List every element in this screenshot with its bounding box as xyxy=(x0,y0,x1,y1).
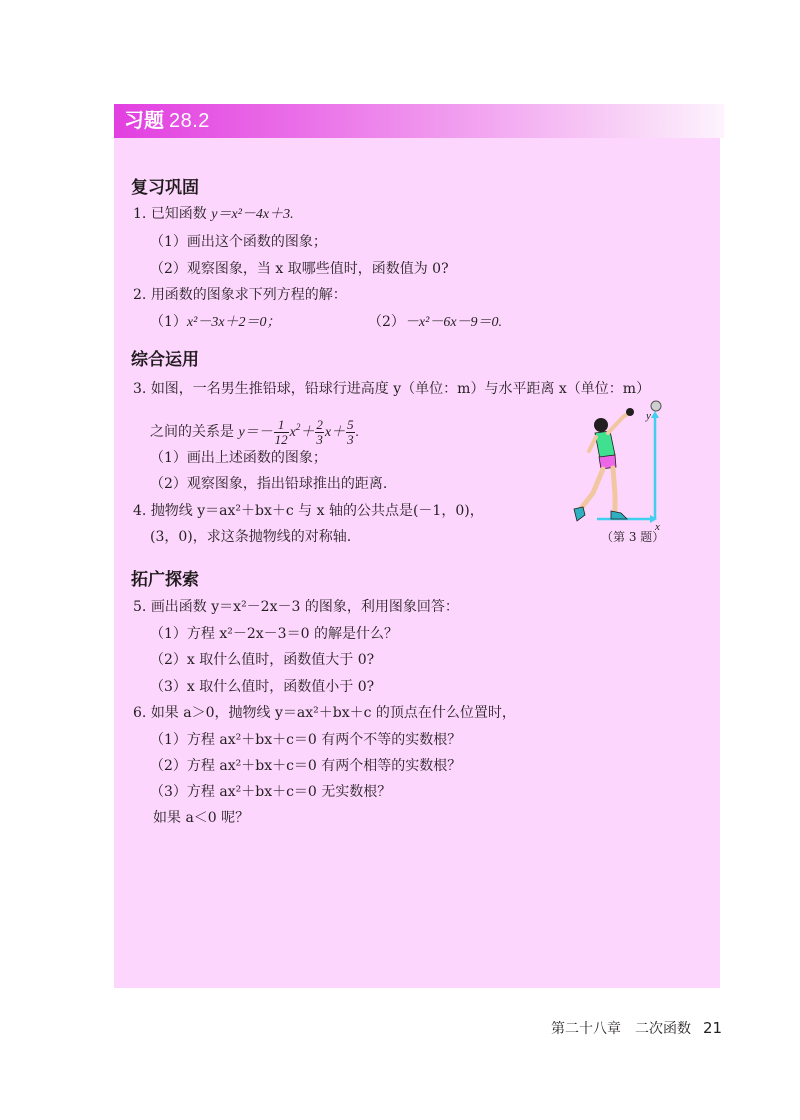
part-label: （3） xyxy=(150,679,187,695)
part-label: （1） xyxy=(150,450,187,466)
part-text: 方程 ax²＋bx＋c＝0 有两个不等的实数根？ xyxy=(186,732,462,748)
problem-2-part-1 xyxy=(150,312,281,333)
exercise-number: 28.2 xyxy=(169,110,210,132)
problem-4-line-2 xyxy=(150,527,351,547)
problem-text: 用函数的图象求下列方程的解： xyxy=(150,287,347,303)
problem-text: 已知函数 xyxy=(150,206,207,222)
problem-6 xyxy=(133,703,516,723)
part-label: （2） xyxy=(150,758,187,774)
section-title-application: 综合运用 xyxy=(131,350,199,370)
chapter-title: 二次函数 xyxy=(635,1021,691,1037)
shot-put-figure xyxy=(565,395,715,550)
svg-text:x: x xyxy=(655,521,660,533)
section-title-exploration: 拓广探索 xyxy=(131,570,199,590)
part-text: 观察图象，指出铅球推出的距离. xyxy=(186,476,388,492)
part-label: （2） xyxy=(368,314,405,330)
exercise-title xyxy=(124,108,210,134)
problem-2 xyxy=(133,285,347,305)
problem-1-part-2 xyxy=(150,259,449,279)
problem-1 xyxy=(133,204,294,225)
problem-3-part-1 xyxy=(150,448,327,468)
problem-5-part-3 xyxy=(150,677,374,697)
problem-text: 如图，一名男生推铅球，铅球行进高度 y（单位：m）与水平距离 x（单位：m） xyxy=(150,381,651,397)
fraction: $\frac{5}{3}$ xyxy=(347,417,354,448)
part-text: x²－3x＋2＝0； xyxy=(186,315,281,330)
problem-text: 抛物线 y＝ax²＋bx＋c 与 x 轴的公共点是(－1，0)， xyxy=(150,503,484,519)
figure-caption: （第 3 题） xyxy=(601,530,665,544)
problem-3-part-2 xyxy=(150,474,387,494)
problem-number: 4. xyxy=(133,503,147,519)
part-label: （1） xyxy=(150,234,187,250)
problem-4 xyxy=(133,501,484,521)
problem-5-part-2 xyxy=(150,650,374,670)
part-text: 画出这个函数的图象； xyxy=(186,234,327,250)
part-label: （3） xyxy=(150,784,187,800)
part-text: 方程 x²－2x－3＝0 的解是什么？ xyxy=(186,626,398,642)
athlete-head xyxy=(594,418,608,432)
problem-3-line-2 xyxy=(150,410,359,450)
fraction: $\frac{1}{12}$ xyxy=(274,417,288,448)
problem-6-part-1 xyxy=(150,730,461,750)
problem-6-part-3 xyxy=(150,782,391,802)
part-label: （1） xyxy=(150,626,187,642)
section-title-review: 复习巩固 xyxy=(131,178,199,198)
problem-5-part-1 xyxy=(150,624,398,644)
problem-text: 之间的关系是 xyxy=(150,424,234,440)
part-text: x 取什么值时，函数值大于 0? xyxy=(186,652,375,668)
shot-put-illustration xyxy=(565,395,715,550)
problem-number: 5. xyxy=(133,599,147,615)
part-label: （2） xyxy=(150,652,187,668)
problem-5 xyxy=(133,597,459,617)
part-label: （1） xyxy=(150,314,187,330)
part-text: 观察图象，当 x 取哪些值时，函数值为 0? xyxy=(186,261,449,277)
problem-number: 2. xyxy=(133,287,147,303)
problem-number: 6. xyxy=(133,705,147,721)
part-label: （2） xyxy=(150,261,187,277)
svg-text:y: y xyxy=(646,410,651,422)
problem-number: 1. xyxy=(133,206,147,222)
page-footer xyxy=(551,1018,722,1038)
part-label: （1） xyxy=(150,732,187,748)
problem-number: 3. xyxy=(133,381,147,397)
problem-6-tail: 如果 a＜0 呢？ xyxy=(153,810,250,826)
part-text: 方程 ax²＋bx＋c＝0 有两个相等的实数根？ xyxy=(186,758,462,774)
problem-text: 画出函数 y＝x²－2x－3 的图象，利用图象回答： xyxy=(150,599,459,615)
part-label: （2） xyxy=(150,476,187,492)
problem-1-part-1 xyxy=(150,232,327,252)
part-text: 方程 ax²＋bx＋c＝0 无实数根？ xyxy=(186,784,392,800)
problem-text: 如果 a＞0，抛物线 y＝ax²＋bx＋c 的顶点在什么位置时， xyxy=(150,705,516,721)
chapter-label: 第二十八章 xyxy=(551,1021,621,1037)
problem-6-part-2 xyxy=(150,756,461,776)
athlete-shirt xyxy=(595,431,615,459)
formula: y＝x²－4x＋3. xyxy=(211,207,294,222)
page-number: 21 xyxy=(703,1019,723,1037)
problem-2-part-2 xyxy=(368,312,502,333)
fraction: $\frac{2}{3}$ xyxy=(316,417,323,448)
part-text: －x²－6x－9＝0. xyxy=(404,315,503,330)
problem-text: (3，0)，求这条抛物线的对称轴. xyxy=(150,529,352,545)
exercise-title-word: 习题 xyxy=(124,110,164,132)
shot-ball xyxy=(651,401,661,411)
formula-quadratic: y＝－ $\frac{1}{12}$ $x^2+$ $\frac{2}{3}$ x＋ $\frac{5}{3}$ . xyxy=(238,417,360,448)
part-text: 画出上述函数的图象； xyxy=(186,450,327,466)
part-text: x 取什么值时，函数值小于 0? xyxy=(186,679,375,695)
